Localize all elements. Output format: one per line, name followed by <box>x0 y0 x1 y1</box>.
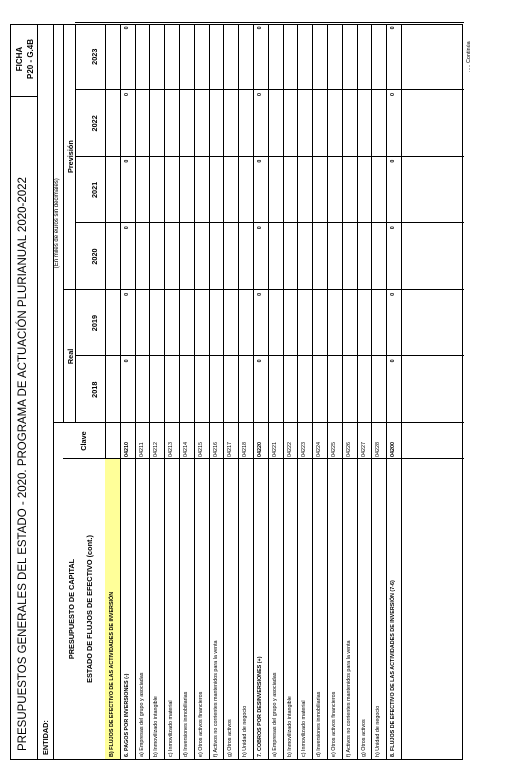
prevision-header: Previsión <box>66 140 75 174</box>
value-cell: 0 <box>257 226 263 230</box>
hline <box>75 25 76 423</box>
value-cell: 0 <box>123 292 130 296</box>
hline <box>63 25 64 423</box>
row-key: 04200 <box>390 442 397 457</box>
real-header: Real <box>66 348 75 365</box>
hline <box>371 25 372 759</box>
row-key: 04227 <box>360 442 367 457</box>
row-label: 7. COBROS POR DESINVERSIONES (+) <box>257 656 263 757</box>
year-header: 2020 <box>90 248 99 265</box>
row-key: 04223 <box>301 442 308 457</box>
vline <box>75 355 464 356</box>
row-label: a) Empresas del grupo y asociadas <box>271 672 278 757</box>
row-label: g) Otros activos <box>360 719 367 757</box>
value-cell: 0 <box>123 159 130 163</box>
value-cell: 0 <box>257 292 263 296</box>
row-key: 04228 <box>375 442 382 457</box>
row-key: 04225 <box>331 442 337 457</box>
row-key: 04218 <box>242 442 249 457</box>
row-label: c) Inmovilizado material <box>301 700 308 757</box>
value-cell: 0 <box>123 26 130 30</box>
value-cell: 0 <box>123 226 130 230</box>
row-key: 04226 <box>345 442 352 457</box>
clave-header: Clave <box>79 431 88 451</box>
hline <box>312 25 313 759</box>
row-label: a) Empresas del grupo y asociadas <box>138 672 145 757</box>
hline <box>209 25 210 759</box>
value-cell: 0 <box>390 159 397 163</box>
row-key: 04221 <box>271 442 278 457</box>
row-key: 04212 <box>153 442 160 457</box>
row-key: 04222 <box>286 442 293 457</box>
row-key: 04210 <box>123 442 130 457</box>
row-label: h) Unidad de negocio <box>242 705 249 757</box>
value-cell: 0 <box>123 359 130 363</box>
row-label: 8. FLUJOS DE EFECTIVO DE LAS ACTIVIDADES DE INVERSIÓN (7-6) <box>390 580 397 757</box>
hline <box>386 25 387 759</box>
year-header: 2021 <box>90 181 99 199</box>
row-key: 04214 <box>183 442 189 457</box>
hline <box>297 25 298 759</box>
section-label: B) FLUJOS DE EFECTIVO DE LAS ACTIVIDADES DE INVERSIÓN <box>109 591 115 757</box>
hline <box>327 25 328 759</box>
row-label: d) Inversiones inmobiliarias <box>183 691 189 757</box>
units-note: (En miles de euros sin decimales) <box>54 178 60 269</box>
row-key: 04213 <box>168 442 175 457</box>
row-label: g) Otros activos <box>227 719 234 757</box>
hline <box>179 25 180 759</box>
value-cell: 0 <box>390 292 397 296</box>
value-cell: 0 <box>257 359 263 363</box>
entity-label: ENTIDAD: <box>41 720 50 755</box>
year-header: 2018 <box>90 381 99 398</box>
value-cell: 0 <box>257 159 263 163</box>
row-label: d) Inversiones inmobiliarias <box>316 691 323 757</box>
hline <box>164 25 165 759</box>
hline <box>342 25 343 759</box>
hline <box>283 25 284 759</box>
row-key: 04211 <box>138 442 145 457</box>
value-cell: 0 <box>257 26 263 30</box>
document-title: PRESUPUESTOS GENERALES DEL ESTADO - 2020. PROGRAMA DE ACTUACIÓN PLURIANUAL 2020-2022 <box>17 177 29 751</box>
budget-title: PRESUPUESTO DE CAPITAL <box>67 558 76 660</box>
ficha-code: P20 - G.4B <box>26 39 35 80</box>
year-header: 2022 <box>90 115 99 132</box>
year-header: 2023 <box>90 48 99 65</box>
value-cell: 0 <box>390 359 397 363</box>
row-label: f) Activos no corrientes mantenidos para la venta <box>345 640 352 757</box>
row-label: e) Otros activos financieros <box>331 691 337 757</box>
value-cell: 0 <box>257 93 263 97</box>
value-cell: 0 <box>390 93 397 97</box>
hline <box>194 25 195 759</box>
row-key: 04224 <box>316 442 323 457</box>
hline <box>253 25 254 759</box>
row-label: h) Unidad de negocio <box>375 705 382 757</box>
hline <box>357 25 358 759</box>
vline <box>63 458 464 459</box>
budget-sheet <box>10 24 463 760</box>
row-label: 6. PAGOS POR INVERSIONES (-) <box>123 673 130 757</box>
value-cell: 0 <box>123 93 130 97</box>
row-label: b) Inmovilizado intangible <box>153 696 160 757</box>
hline <box>223 25 224 759</box>
continued-note: ..... Continúa <box>466 41 472 72</box>
row-key: 04220 <box>257 442 263 457</box>
vline <box>75 89 464 90</box>
row-label: e) Otros activos financieros <box>197 691 204 757</box>
row-key: 04216 <box>212 442 219 457</box>
hline <box>149 25 150 759</box>
row-key: 04217 <box>227 442 234 457</box>
hline <box>120 25 121 759</box>
hline <box>135 25 136 759</box>
row-label: c) Inmovilizado material <box>168 700 175 757</box>
year-header: 2019 <box>90 315 99 332</box>
value-cell: 0 <box>390 226 397 230</box>
value-cell: 0 <box>390 26 397 30</box>
statement-title: ESTADO DE FLUJOS DE EFECTIVO (cont.) <box>85 535 94 683</box>
ficha-label: FICHA <box>15 46 24 72</box>
vline <box>75 222 464 223</box>
vline <box>75 22 464 23</box>
hline <box>238 25 239 759</box>
row-key: 04215 <box>197 442 204 457</box>
row-label: f) Activos no corrientes mantenidos para la venta <box>212 640 219 757</box>
hline <box>401 25 402 759</box>
hline <box>268 25 269 759</box>
vline <box>75 156 464 157</box>
row-label: b) Inmovilizado intangible <box>286 696 293 757</box>
